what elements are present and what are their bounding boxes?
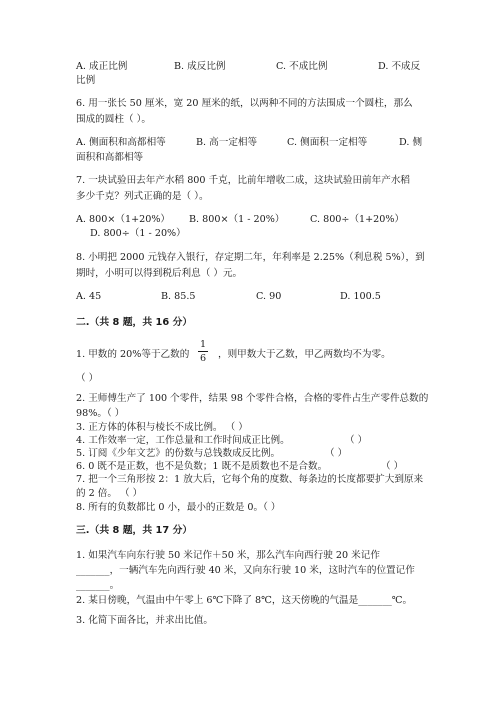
s2-q4-paren: （ ）	[345, 435, 368, 446]
s2-q8: 8. 所有的负数都比 0 小，最小的正数是 0。（ ）	[76, 502, 281, 513]
s2-q1-suffix: ，则甲数大于乙数，甲乙两数均不为零。	[218, 349, 391, 360]
s2-q2-line2: 98%。（ ）	[76, 408, 125, 419]
s3-q1-line1: 1. 如果汽车向东行驶 50 米记作＋50 米，那么汽车向西行驶 20 米记作	[76, 550, 380, 561]
q8-line1: 8. 小明把 2000 元钱存入银行，存定期二年，年利率是 2.25%（利息税 5%），到	[76, 252, 425, 263]
q7-line2: 多少千克？列式正确的是（ ）。	[76, 191, 209, 202]
s2-q1-paren: （ ）	[76, 373, 99, 384]
q6-option-b: B. 高一定相等	[196, 137, 258, 148]
s2-q5: 5. 订阅《少年文艺》的份数与总钱数成反比例。	[76, 448, 281, 459]
q6-option-a: A. 侧面积和高都相等	[76, 137, 166, 148]
s2-q7-line1: 7. 把一个三角形按 2：1 放大后，它每个角的度数、每条边的长度都要扩大到原来	[76, 474, 424, 485]
q6-option-d: D. 侧	[399, 137, 423, 148]
fraction-denominator: 6	[200, 353, 207, 364]
q7-option-d: D. 800÷（1 - 20%）	[90, 228, 186, 239]
s2-q7-line2: 的 2 倍。 （ ）	[76, 488, 143, 499]
q5-option-d-continued: 比例	[76, 75, 96, 86]
s3-q2: 2. 某日傍晚，气温由中午零上 6℃下降了 8℃，这天傍晚的气温是_______℃。	[76, 595, 413, 606]
q6-option-c: C. 侧面积一定相等	[287, 137, 368, 148]
s2-q4: 4. 工作效率一定，工作总量和工作时间成正比例。	[76, 435, 290, 446]
s2-q1-prefix: 1. 甲数的 20%等于乙数的	[76, 349, 190, 360]
q6-line1: 6. 用一张长 50 厘米，宽 20 厘米的纸，以两种不同的方法围成一个圆柱，那么	[76, 98, 413, 109]
q8-line2: 期时，小明可以得到税后利息（ ）元。	[76, 268, 243, 279]
q5-option-c: C. 不成比例	[276, 61, 328, 72]
s2-q6-paren: （ ）	[381, 461, 404, 472]
s3-q3: 3. 化简下面各比，并求出比值。	[76, 615, 213, 626]
q5-option-d: D. 不成反	[378, 61, 421, 72]
s3-q1-line2: _______，一辆汽车先向西行驶 40 米，又向东行驶 10 米，这时汽车的位置记作	[76, 565, 415, 576]
q8-option-c: C. 90	[256, 291, 282, 302]
q5-option-b: B. 成反比例	[174, 61, 226, 72]
q8-option-d: D. 100.5	[340, 291, 381, 302]
section2-heading: 二.（共 8 题，共 16 分）	[76, 317, 193, 328]
q7-line1: 7. 一块试验田去年产水稻 800 千克，比前年增收二成，这块试验田前年产水稻	[76, 175, 411, 186]
q8-option-a: A. 45	[76, 291, 102, 302]
s2-q5-paren: （ ）	[325, 448, 348, 459]
q6-option-d-continued: 面积和高都相等	[76, 152, 144, 163]
section3-heading: 三.（共 8 题，共 17 分）	[76, 525, 193, 536]
q7-option-a: A. 800×（1+20%）	[76, 214, 171, 225]
s2-q3: 3. 正方体的体积与棱长不成比例。 （ ）	[76, 422, 248, 433]
q7-option-c: C. 800÷（1+20%）	[310, 214, 405, 225]
s3-q1-line3: _______。	[76, 580, 120, 591]
q6-line2: 围成的圆柱（ ）。	[76, 114, 151, 125]
fraction-numerator: 1	[200, 339, 207, 350]
s2-q6: 6. 0 既不是正数，也不是负数；1 既不是质数也不是合数。	[76, 461, 328, 472]
s2-q1-fraction	[196, 340, 210, 366]
q8-option-b: B. 85.5	[161, 291, 196, 302]
q7-option-b: B. 800×（1 - 20%）	[189, 214, 285, 225]
q5-option-a: A. 成正比例	[76, 61, 128, 72]
fraction-bar	[198, 351, 208, 352]
s2-q2-line1: 2. 王师傅生产了 100 个零件，结果 98 个零件合格，合格的零件占生产零件总数的	[76, 393, 429, 404]
